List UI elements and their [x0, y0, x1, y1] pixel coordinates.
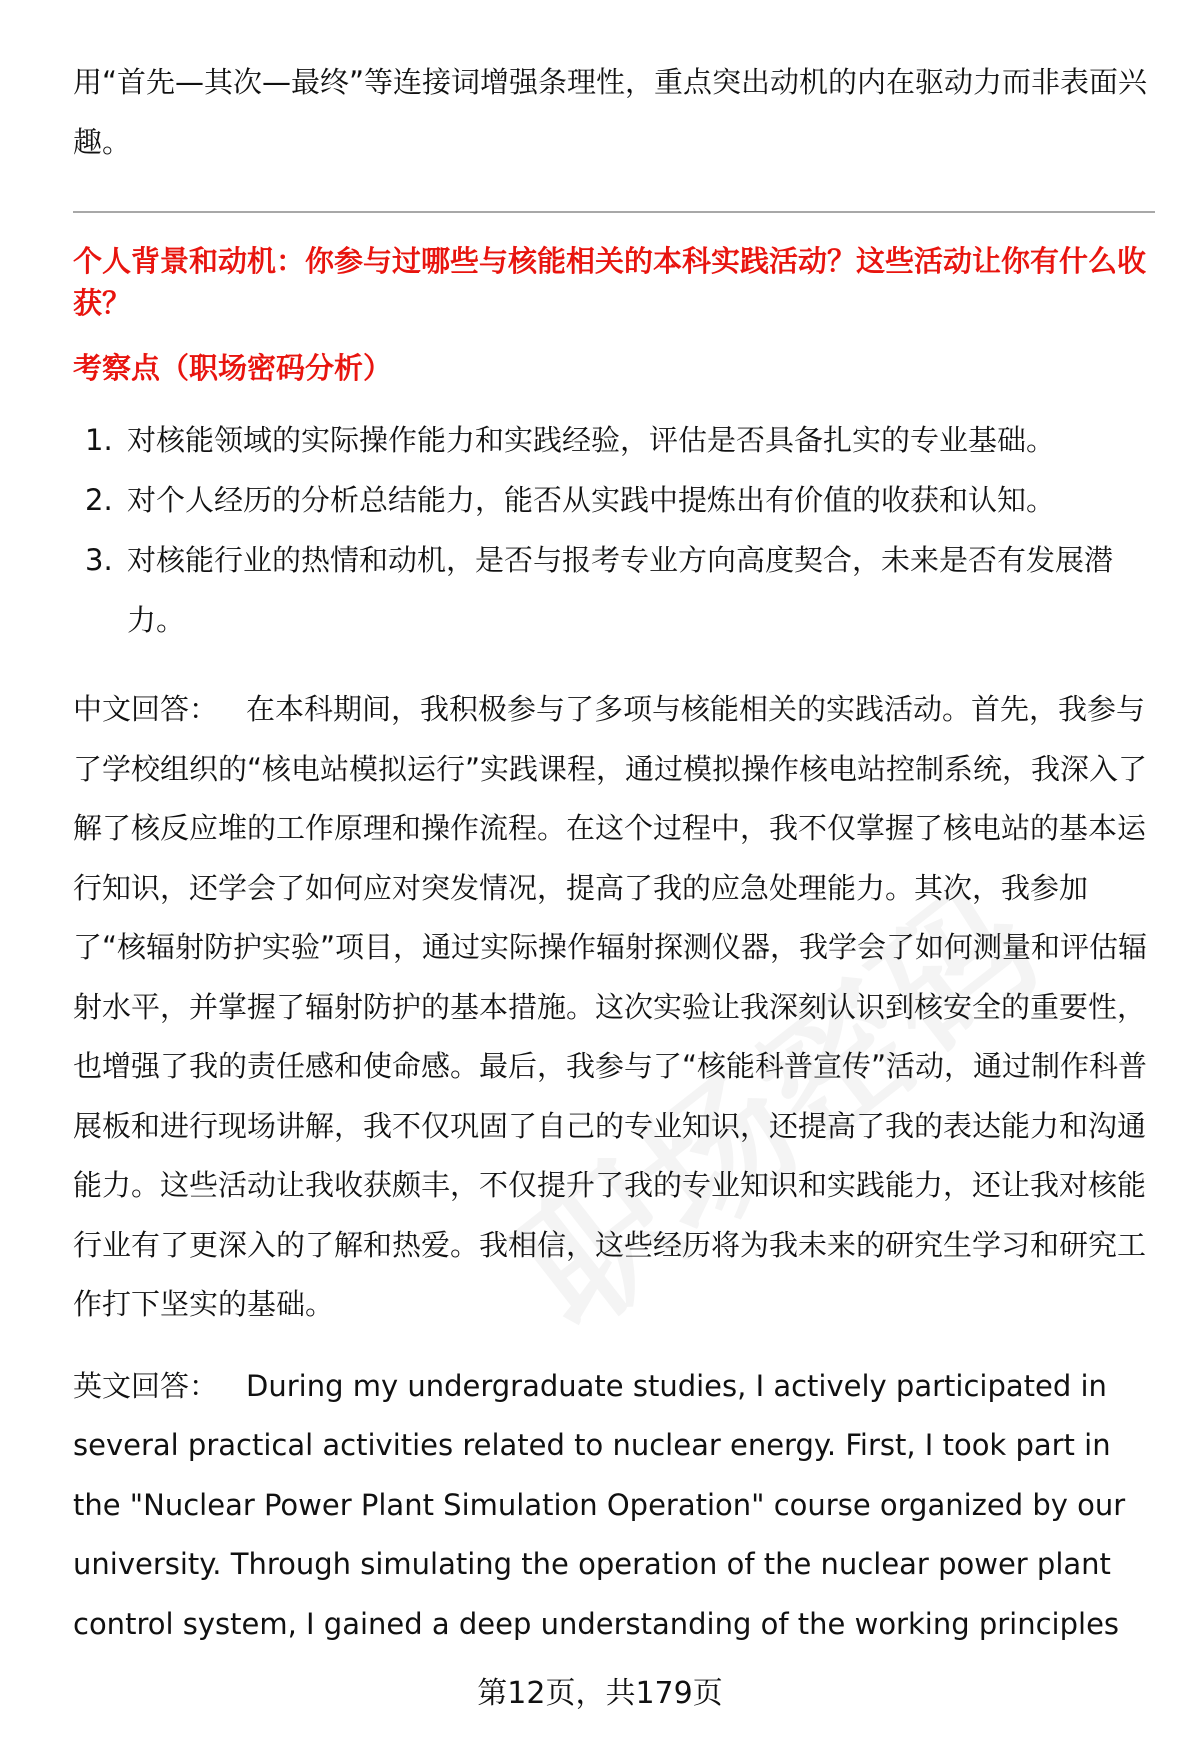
chinese-answer-label: 中文回答： — [73, 692, 219, 726]
analysis-point — [73, 410, 1155, 470]
analysis-points — [73, 410, 1155, 650]
chinese-answer-text: 在本科期间，我积极参与了多项与核能相关的实践活动。首先，我参与了学校组织的“核电站模拟运行”实践课程，通过模拟操作核电站控制系统，我深入了解了核反应堆的工作原理和操作流程。在这个过程中，我不仅掌握了核电站的基本运行知识，还学会了如何应对突发情况，提高了我的应急处理能力。其次，我参加了“核辐射防护实验”项目，通过实际操作辐射探测仪器，我学会了如何测量和评估辐射水平，并掌握了辐射防护的基本措施。这次实验让我深刻认识到核安全的重要性，也增强了我的责任感和使命感。最后，我参与了“核能科普宣传”活动，通过制作科普展板和进行现场讲解，我不仅巩固了自己的专业知识，还提高了我的表达能力和沟通能力。这些活动让我收获颇丰，不仅提升了我的专业知识和实践能力，还让我对核能行业有了更深入的了解和热爱。我相信，这些经历将为我未来的研究生学习和研究工作打下坚实的基础。 — [73, 692, 1148, 1321]
analysis-point — [73, 470, 1155, 530]
english-answer-label: 英文回答： — [73, 1368, 219, 1403]
point-number: 3. — [85, 543, 113, 577]
point-text: 对核能领域的实际操作能力和实践经验，评估是否具备扎实的专业基础。 — [127, 423, 1056, 457]
english-answer — [73, 1357, 1155, 1655]
page-number-footer: 第12页，共179页 — [477, 1676, 723, 1711]
english-answer-text: During my undergraduate studies, I actively participated in several practical activities related to nuclear energy. First, I took part in the "Nuclear Power Plant Simulation Operation" course organized by our university. Through simulating the operation of the nuclear power plant control system, I gained a deep understanding of the working principles — [73, 1368, 1126, 1641]
intro-paragraph: 用“首先—其次—最终”等连接词增强条理性，重点突出动机的内在驱动力而非表面兴趣。 — [73, 65, 1148, 159]
section-divider — [73, 211, 1155, 213]
point-text: 对个人经历的分析总结能力，能否从实践中提炼出有价值的收获和认知。 — [127, 483, 1056, 517]
chinese-answer — [73, 680, 1155, 1335]
page-content — [73, 52, 1155, 1654]
question-heading: 个人背景和动机：你参与过哪些与核能相关的本科实践活动？这些活动让你有什么收获？ — [73, 244, 1147, 320]
analysis-heading: 考察点（职场密码分析） — [73, 351, 393, 385]
point-text: 对核能行业的热情和动机，是否与报考专业方向高度契合，未来是否有发展潜力。 — [127, 543, 1114, 637]
point-number: 2. — [85, 483, 113, 517]
point-number: 1. — [85, 423, 113, 457]
analysis-point — [73, 530, 1155, 650]
